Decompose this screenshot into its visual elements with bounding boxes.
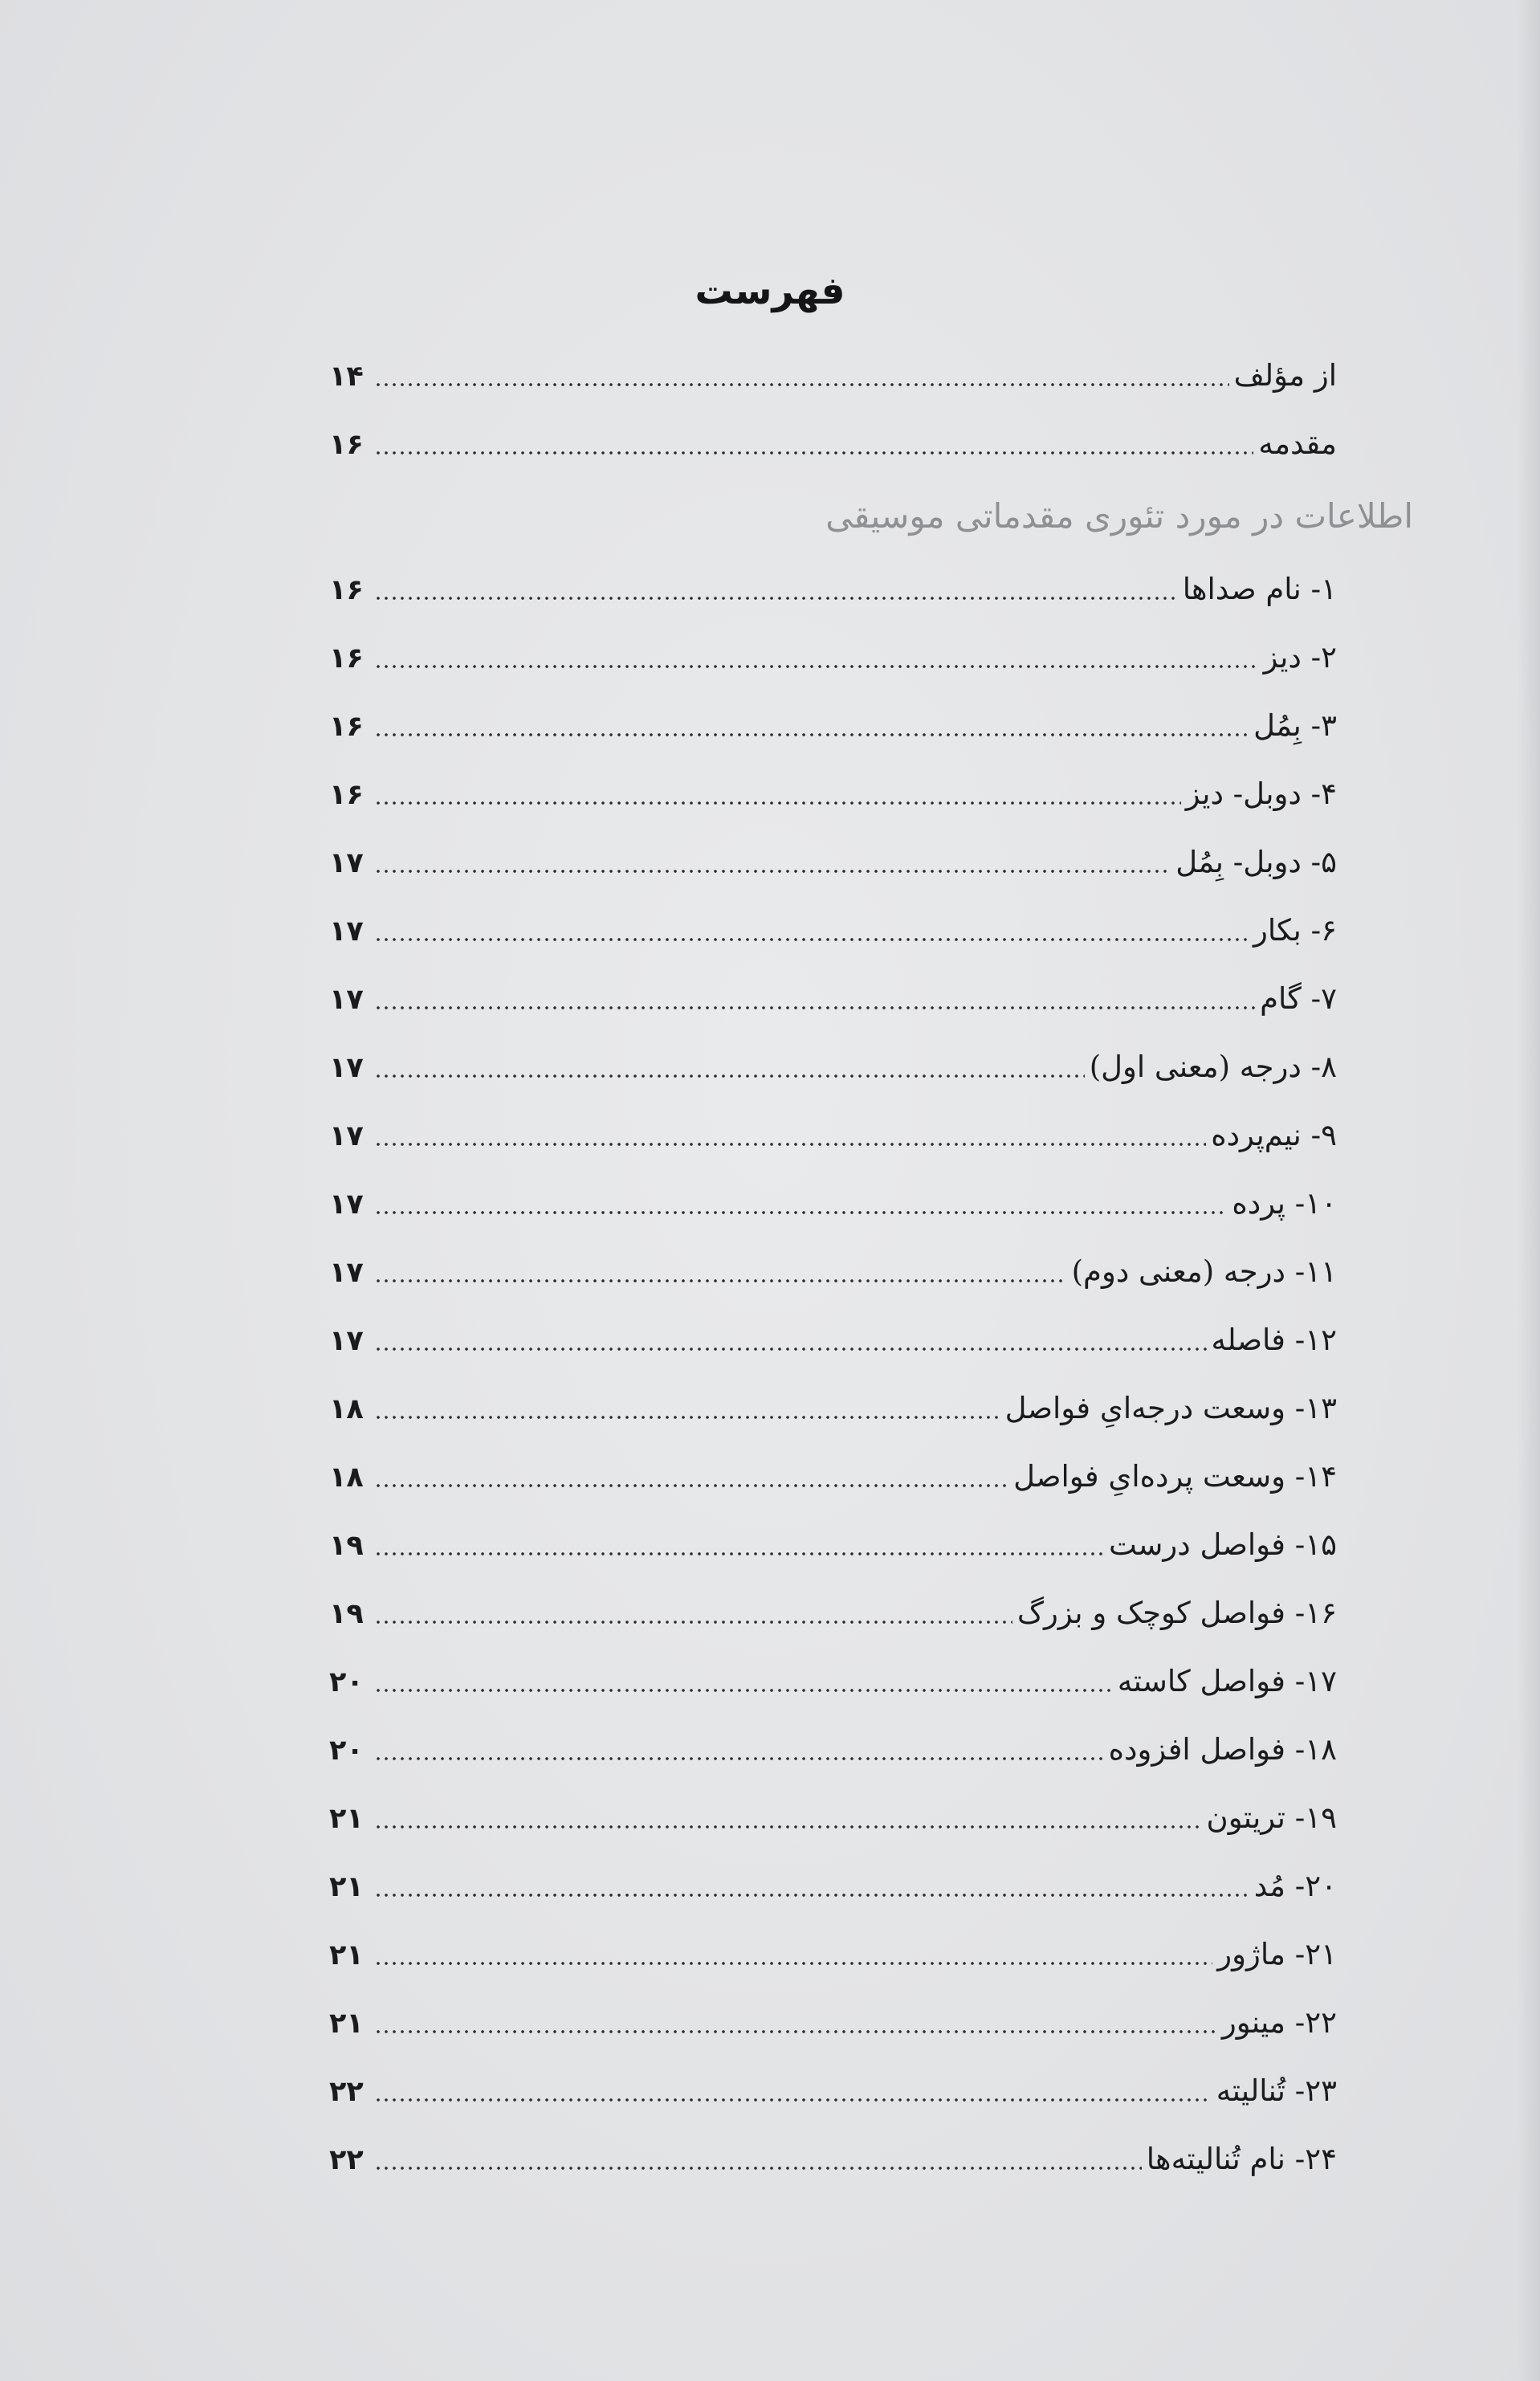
toc-entry	[329, 1852, 1337, 1920]
toc-entry	[329, 1033, 1337, 1101]
toc-entry	[329, 691, 1337, 760]
toc-page-number: ۱۶	[329, 711, 364, 743]
dot-leader	[374, 1347, 1207, 1351]
toc-entry-label: ۱۸- فواصل افزوده	[1108, 1732, 1337, 1767]
toc-page-number: ۲۰	[329, 1735, 364, 1767]
toc-entry	[329, 896, 1337, 964]
toc-entry	[329, 1920, 1337, 1988]
toc-entry-label: ۲۲- مینور	[1221, 2005, 1337, 2040]
section-heading: اطلاعات در مورد تئوری مقدماتی موسیقی	[825, 496, 1413, 536]
toc-entry-label: ۲۱- ماژور	[1217, 1937, 1337, 1971]
toc-page-number: ۱۷	[329, 1257, 364, 1289]
dot-leader	[374, 665, 1259, 668]
toc-page-number: ۱۹	[329, 1530, 364, 1562]
toc-entry	[329, 623, 1337, 691]
toc-entry-label: ۱۴- وسعت پرده‌ایِ فواصل	[1013, 1459, 1337, 1494]
toc-page-number: ۲۲	[329, 2144, 364, 2176]
toc-entry-label: ۱۵- فواصل درست	[1109, 1527, 1337, 1562]
toc-entry-label: ۱۰- پرده	[1232, 1186, 1337, 1221]
dot-leader	[374, 733, 1249, 736]
toc-entry-label: ۱۹- تریتون	[1206, 1800, 1337, 1835]
toc-page-number: ۱۴	[329, 361, 364, 393]
dot-leader	[374, 870, 1171, 873]
toc-entry	[329, 2125, 1337, 2193]
toc-entry	[329, 1988, 1337, 2057]
dot-leader	[374, 1962, 1212, 1965]
dot-leader	[374, 1074, 1085, 1078]
toc-page-number: ۱۹	[329, 1598, 364, 1630]
page-title: فهرست	[695, 269, 845, 313]
toc-entry-label: ۲۴- نام تُنالیته‌ها	[1146, 2142, 1337, 2176]
toc-entry	[329, 1169, 1337, 1237]
dot-leader	[374, 1552, 1104, 1555]
dot-leader	[374, 1416, 1000, 1419]
toc-page-number: ۲۱	[329, 1871, 364, 1903]
toc-page-number: ۱۷	[329, 915, 364, 948]
toc-entry-label: ۱- نام صداها	[1182, 572, 1337, 606]
toc-entry-label: ۵- دوبل- بِمُل	[1175, 845, 1337, 879]
toc-entry-label: مقدمه	[1258, 426, 1337, 461]
toc-entry-label: ۲۰- مُد	[1253, 1869, 1337, 1903]
toc-page-number: ۱۶	[329, 429, 364, 461]
toc-entry-label: ۴- دوبل- دیز	[1185, 777, 1337, 811]
table-of-contents	[329, 341, 1413, 2193]
toc-page-number: ۱۷	[329, 984, 364, 1016]
toc-page-number: ۲۱	[329, 1803, 364, 1835]
dot-leader	[374, 1825, 1202, 1829]
toc-entry-label: ۲- دیز	[1263, 640, 1337, 675]
toc-entry	[329, 1579, 1337, 1647]
toc-page-number: ۱۸	[329, 1393, 364, 1425]
dot-leader	[374, 1006, 1255, 1009]
toc-page-number: ۲۱	[329, 2008, 364, 2040]
toc-entry	[329, 1715, 1337, 1784]
dot-leader	[374, 1279, 1067, 1282]
toc-entry-label: ۱۱- درجه (معنی دوم)	[1071, 1254, 1337, 1289]
dot-leader	[374, 2098, 1212, 2102]
dot-leader	[374, 451, 1253, 455]
toc-page-number: ۱۶	[329, 779, 364, 811]
dot-leader	[374, 801, 1181, 805]
toc-entry	[329, 1442, 1337, 1511]
toc-entry-label: ۲۳- تُنالیته	[1216, 2073, 1337, 2108]
dot-leader	[374, 2030, 1217, 2033]
toc-entry-label: ۱۶- فواصل کوچک و بزرگ	[1016, 1596, 1337, 1630]
dot-leader	[374, 2167, 1142, 2170]
dot-leader	[374, 1484, 1008, 1487]
toc-entry-label: ۱۳- وسعت درجه‌ایِ فواصل	[1004, 1391, 1337, 1425]
toc-entry-label: ۹- نیم‌پرده	[1211, 1118, 1337, 1152]
toc-entry-label: ۱۲- فاصله	[1211, 1323, 1337, 1357]
toc-entry	[329, 1306, 1337, 1374]
toc-entry	[329, 828, 1337, 896]
dot-leader	[374, 938, 1249, 941]
toc-page-number: ۱۷	[329, 1188, 364, 1221]
toc-entry	[329, 555, 1337, 623]
toc-entry	[329, 1374, 1337, 1442]
toc-page-number: ۲۰	[329, 1666, 364, 1698]
toc-page-number: ۱۶	[329, 642, 364, 675]
dot-leader	[374, 597, 1178, 600]
toc-entry-label: ۱۷- فواصل کاسته	[1117, 1664, 1337, 1698]
toc-entry	[329, 1784, 1337, 1852]
dot-leader	[374, 383, 1229, 386]
toc-entry	[329, 964, 1337, 1033]
toc-entry	[329, 1237, 1337, 1306]
toc-entry	[329, 760, 1337, 828]
toc-page-number: ۲۱	[329, 1939, 364, 1971]
toc-page-number: ۲۲	[329, 2076, 364, 2108]
toc-entry-label: ۶- بکار	[1253, 913, 1337, 948]
toc-page-number: ۱۷	[329, 1325, 364, 1357]
toc-page-number: ۱۶	[329, 574, 364, 606]
toc-entry-label: ۸- درجه (معنی اول)	[1089, 1050, 1337, 1084]
toc-entry-label: از مؤلف	[1233, 358, 1337, 393]
dot-leader	[374, 1894, 1249, 1897]
toc-page-number: ۱۸	[329, 1462, 364, 1494]
toc-entry-label: ۳- بِمُل	[1253, 708, 1337, 743]
toc-entry	[329, 1101, 1337, 1169]
dot-leader	[374, 1143, 1206, 1146]
toc-entry	[329, 1647, 1337, 1715]
toc-page-number: ۱۷	[329, 1052, 364, 1084]
dot-leader	[374, 1689, 1113, 1692]
toc-entry	[329, 2057, 1337, 2125]
toc-page-number: ۱۷	[329, 847, 364, 879]
toc-page-number: ۱۷	[329, 1120, 364, 1152]
page-edge-shadow	[1518, 0, 1540, 2381]
dot-leader	[374, 1757, 1104, 1760]
toc-entry-label: ۷- گام	[1260, 981, 1337, 1016]
dot-leader	[374, 1211, 1227, 1214]
toc-entry	[329, 1511, 1337, 1579]
toc-entry	[329, 341, 1337, 410]
toc-entry	[329, 410, 1337, 478]
dot-leader	[374, 1621, 1012, 1624]
